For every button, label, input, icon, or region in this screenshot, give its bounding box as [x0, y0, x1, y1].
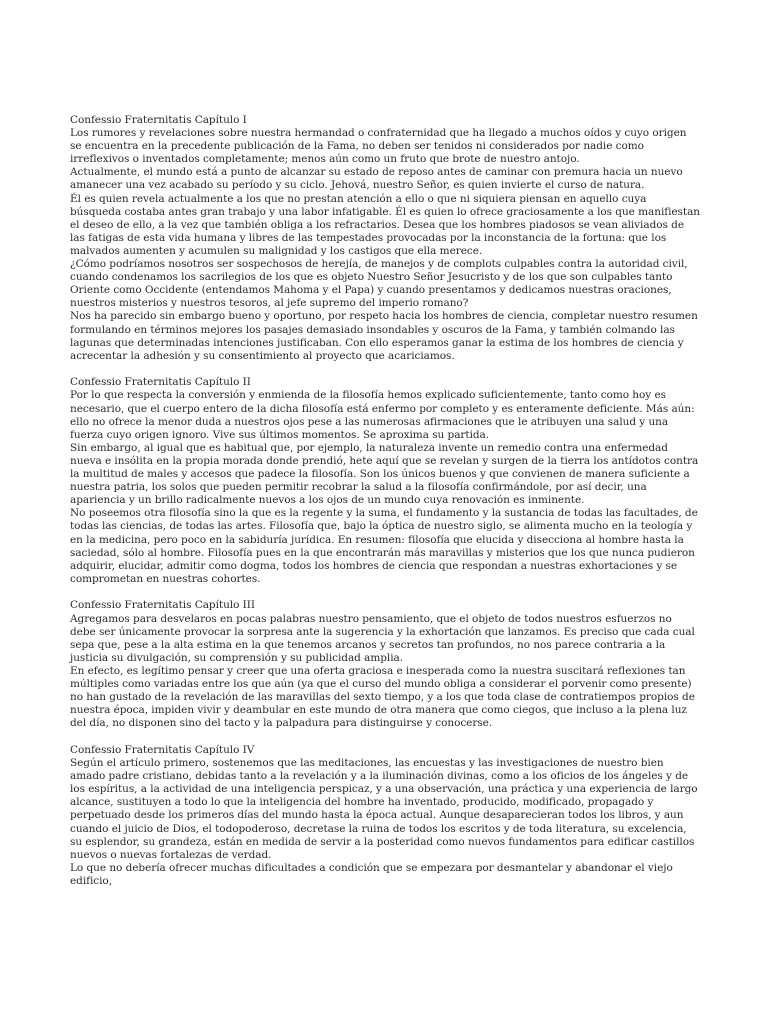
paragraph: En efecto, es legítimo pensar y creer que una oferta graciosa e inesperada como la nuestra suscitará reflexiones tan múltiples como variadas entre los que aún (ya que el curso del mundo obliga a considerar el porvenir como presente) no han gustado de la revelación de las maravillas del sexto tiempo, y a los que toda clase de contratiempos propios de nuestra época, impiden vivir y deambular en este mundo de otra manera que como ciegos, que incluso a la plena luz del día, no disponen sino del tacto y la palpadura para distinguirse y conocerse. [70, 664, 695, 730]
paragraph: Lo que no debería ofrecer muchas dificultades a condición que se empezara por desmantelar y abandonar el viejo edificio, [70, 861, 673, 887]
paragraph: Por lo que respecta la conversión y enmienda de la filosofía hemos explicado suficientemente, tanto como hoy es necesario, que el cuerpo entero de la dicha filosofía está enfermo por completo y es enteramente deficiente. Más aún: ello no ofrece la menor duda a nuestros ojos pese a las numerosas afirmaciones que le atribuyen una salud y una fuerza cuyo origen ignoro. Vive sus últimos momentos. Se aproxima su partida. [70, 389, 695, 441]
chapter-4 [70, 744, 700, 888]
chapter-3 [70, 599, 700, 730]
paragraph: Agregamos para desvelaros en pocas palabras nuestro pensamiento, que el objeto de todos nuestros esfuerzos no debe ser únicamente provocar la sorpresa ante la sugerencia y la exhortación que lanzamos. Es preciso que cada cual sepa que, pese a la alta estima en la que tenemos arcanos y secretos tan profundos, no nos parece contraria a la justicia su divulgación, su comprensión y su publicidad amplia. [70, 612, 695, 664]
paragraph: Sin embargo, al igual que es habitual que, por ejemplo, la naturaleza invente un remedio contra una enfermedad nueva e insólita en la propia morada donde prendió, hete aquí que se revelan y surgen de la tierra los antídotos contra la multitud de males y accesos que padece la filosofía. Son los únicos buenos y que convienen de manera suficiente a nuestra patria, los solos que pueden permitir recobrar la salud a la filosofía confirmándole, por así decir, una apariencia y un brillo radicalmente nuevos a los ojos de un mundo cuya renovación es inminente. [70, 441, 699, 507]
chapter-title: Confessio Fraternitatis Capítulo I [70, 114, 247, 126]
chapter-title: Confessio Fraternitatis Capítulo II [70, 376, 251, 389]
chapter-1 [70, 114, 700, 363]
paragraph: Nos ha parecido sin embargo bueno y oportuno, por respeto hacia los hombres de ciencia, completar nuestro resumen formulando en términos mejores los pasajes demasiado insondables y oscuros de la Fama, y también colmando las lagunas que determinadas intenciones justificaban. Con ello esperamos ganar la estima de los hombres de ciencia y acrecentar la adhesión y su consentimiento al proyecto que acariciamos. [70, 310, 698, 362]
chapter-title: Confessio Fraternitatis Capítulo IV [70, 744, 255, 756]
document-page [70, 114, 700, 902]
paragraph: ¿Cómo podríamos nosotros ser sospechosos de herejía, de manejos y de complots culpables contra la autoridad civil, cuando condenamos los sacrilegios de los que es objeto Nuestro Señor Jesucristo y de los que son culpables tanto Oriente como Occidente (entendamos Mahoma y el Papa) y cuando presentamos y dedicamos nuestras oraciones, nuestros misterios y nuestros tesoros, al jefe supremo del imperio romano? [70, 258, 688, 310]
chapter-title: Confessio Fraternitatis Capítulo III [70, 599, 255, 612]
chapter-2 [70, 376, 700, 586]
paragraph: Los rumores y revelaciones sobre nuestra hermandad o confraternidad que ha llegado a muchos oídos y cuyo origen se encuentra en la precedente publicación de la Fama, no deben ser tenidos ni considerados por nadie como irreflexivos o inventados completamente; menos aún como un fruto que brote de nuestro antojo. [70, 127, 687, 166]
paragraph: No poseemos otra filosofía sino la que es la regente y la suma, el fundamento y la sustancia de todas las facultades, de todas las ciencias, de todas las artes. Filosofía que, bajo la óptica de nuestro siglo, se alimenta mucho en la teología y en la medicina, pero poco en la sabiduría jurídica. En resumen: filosofía que elucida y disecciona al hombre hasta la saciedad, sólo al hombre. Filosofía pues en la que encontrarán más maravillas y misterios que los que nunca pudieron adquirir, elucidar, admitir como dogma, todos los hombres de ciencia que respondan a nuestras exhortaciones y se comprometan en nuestras cohortes. [70, 507, 698, 585]
paragraph: Él es quien revela actualmente a los que no prestan atención a ello o que ni siquiera piensan en aquello cuya búsqueda costaba antes gran trabajo y una labor infatigable. Él es quien lo ofrece graciosamente a los que manifiestan el deseo de ello, a la vez que también obliga a los refractarios. Desea que los hombres piadosos se vean aliviados de las fatigas de esta vida humana y libres de las tempestades provocadas por la inconstancia de la fortuna: que los malvados aumenten y acumulen su malignidad y los castigos que ella merece. [70, 192, 700, 257]
paragraph: Según el artículo primero, sostenemos que las meditaciones, las encuestas y las investigaciones de nuestro bien amado padre cristiano, debidas tanto a la revelación y a la iluminación divinas, como a los oficios de los ángeles y de los espíritus, a la actividad de una inteligencia perspicaz, y a una observación, una práctica y una experiencia de largo alcance, sustituyen a todo lo que la inteligencia del hombre ha inventado, producido, modificado, propagado y perpetuado desde los primeros días del mundo hasta la época actual. Aunque desaparecieran todos los libros, y aun cuando el juicio de Dios, el todopoderoso, decretase la ruina de todos los escritos y de toda literatura, su excelencia, su esplendor, su grandeza, están en medida de servir a la posteridad como nuevos fundamentos para edificar castillos nuevos o nuevas fortalezas de verdad. [70, 757, 698, 861]
paragraph: Actualmente, el mundo está a punto de alcanzar su estado de reposo antes de caminar con premura hacia un nuevo amanecer una vez acabado su período y su ciclo. Jehová, nuestro Señor, es quien invierte el curso de natura. [70, 166, 683, 192]
